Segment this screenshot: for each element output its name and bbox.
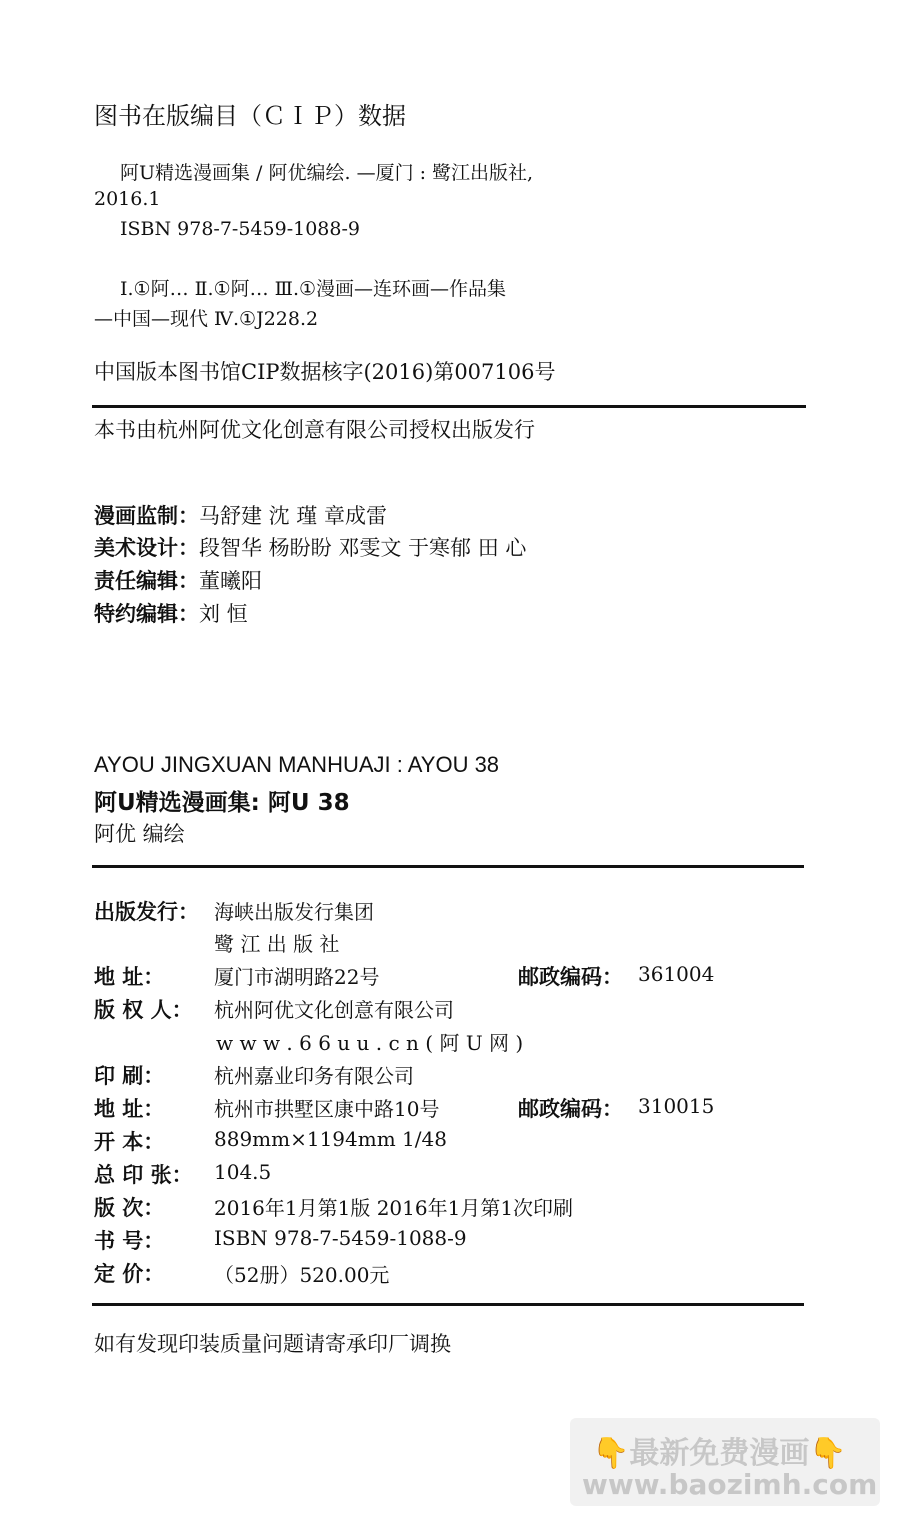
- pointing-down-icon: 👇: [809, 1436, 847, 1471]
- cip-line-2: 2016.1: [94, 188, 161, 210]
- pointing-down-icon: 👇: [592, 1436, 630, 1471]
- isbn-value: ISBN 978-7-5459-1088-9: [214, 1226, 467, 1250]
- edition-label: 版 次：: [94, 1196, 165, 1220]
- credit-row-art-design: [94, 532, 526, 562]
- license-note: 本书由杭州阿优文化创意有限公司授权出版发行: [94, 418, 535, 442]
- watermark-url[interactable]: www.baozimh.com: [582, 1468, 878, 1501]
- postcode-label: 邮政编码：: [518, 1097, 623, 1121]
- copyright-label: 版 权 人：: [94, 998, 193, 1022]
- publisher-group: 海峡出版发行集团: [214, 900, 374, 924]
- sheets-value: 104.5: [214, 1160, 272, 1184]
- printer-name: 杭州嘉业印务有限公司: [214, 1064, 414, 1088]
- copyright-holder: 杭州阿优文化创意有限公司: [214, 998, 454, 1022]
- copyright-website: w w w . 6 6 u u . c n ( 阿 U 网 ): [216, 1031, 524, 1055]
- credit-row-editor: [94, 565, 262, 595]
- watermark-headline: [592, 1428, 847, 1472]
- credit-row-special-editor: [94, 598, 248, 628]
- book-author: 阿优 编绘: [94, 822, 185, 846]
- printer-label: 印 刷：: [94, 1064, 165, 1088]
- cip-library-note: 中国版本图书馆CIP数据核字(2016)第007106号: [94, 360, 556, 384]
- printer-postcode: 310015: [638, 1094, 715, 1118]
- watermark-text: 最新免费漫画: [629, 1436, 810, 1471]
- publisher-address: 厦门市湖明路22号: [214, 965, 380, 989]
- divider-rule: [92, 405, 806, 408]
- credit-value: 刘 恒: [199, 602, 248, 626]
- format-value: 889mm×1194mm 1/48: [214, 1127, 447, 1151]
- watermark-banner[interactable]: [570, 1418, 880, 1506]
- credit-row-supervision: [94, 500, 387, 530]
- postcode-label: 邮政编码：: [518, 965, 623, 989]
- credit-value: 董曦阳: [199, 569, 262, 593]
- publisher-label: 出版发行：: [94, 900, 199, 924]
- book-title-english: AYOU JINGXUAN MANHUAJI : AYOU 38: [94, 752, 500, 777]
- sheets-label: 总 印 张：: [94, 1163, 193, 1187]
- divider-rule: [92, 865, 804, 868]
- edition-value: 2016年1月第1版 2016年1月第1次印刷: [214, 1196, 574, 1220]
- cip-line-1: 阿U精选漫画集 / 阿优编绘. —厦门 : 鹭江出版社,: [120, 162, 534, 184]
- credit-label: 特约编辑：: [94, 602, 199, 626]
- footer-note: 如有发现印装质量问题请寄承印厂调换: [94, 1332, 451, 1356]
- credit-label: 漫画监制：: [94, 504, 199, 528]
- publisher-postcode: 361004: [638, 962, 715, 986]
- cip-line-4: Ⅰ.①阿… Ⅱ.①阿… Ⅲ.①漫画—连环画—作品集: [120, 278, 507, 300]
- credit-value: 段智华 杨盼盼 邓雯文 于寒郁 田 心: [199, 536, 527, 560]
- address-label: 地 址：: [94, 965, 165, 989]
- credit-value: 马舒建 沈 瑾 章成雷: [199, 504, 388, 528]
- cip-title: 图书在版编目（ＣＩＰ）数据: [94, 102, 406, 130]
- credit-label: 责任编辑：: [94, 569, 199, 593]
- cip-line-3: ISBN 978-7-5459-1088-9: [120, 218, 360, 240]
- divider-rule: [92, 1303, 804, 1306]
- credit-label: 美术设计：: [94, 536, 199, 560]
- book-title-chinese: 阿U精选漫画集: 阿U 38: [94, 790, 350, 816]
- format-label: 开 本：: [94, 1130, 165, 1154]
- address-label: 地 址：: [94, 1097, 165, 1121]
- printer-address: 杭州市拱墅区康中路10号: [214, 1097, 440, 1121]
- cip-line-5: —中国—现代 Ⅳ.①J228.2: [94, 308, 319, 330]
- publisher-name: 鹭 江 出 版 社: [214, 932, 340, 956]
- price-label: 定 价：: [94, 1262, 165, 1286]
- isbn-label: 书 号：: [94, 1229, 165, 1253]
- price-value: （52册）520.00元: [214, 1263, 390, 1287]
